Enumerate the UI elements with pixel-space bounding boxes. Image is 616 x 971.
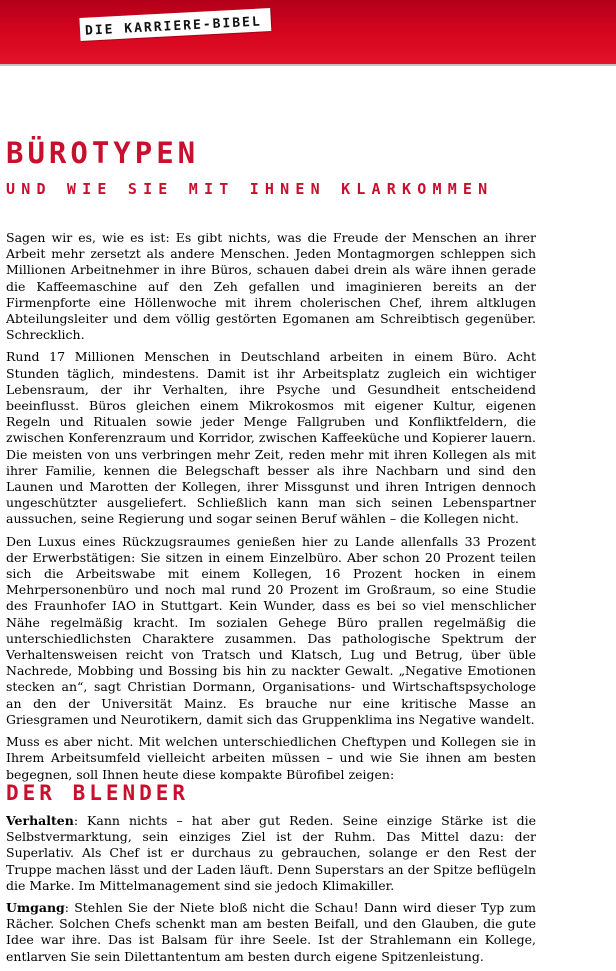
intro-paragraph: Muss es aber nicht. Mit welchen unterschiedlichen Cheftypen und Kollegen sie in Ihrem Arbeitsumfeld vielleicht arbeiten müssen – und wie Sie ihnen am besten begegnen, soll Ihnen heute diese kompakte Bürofibel zeigen: bbox=[6, 734, 536, 782]
intro-paragraph: Sagen wir es, wie es ist: Es gibt nichts, was die Freude der Menschen an ihrer Arbeit mehr zersetzt als andere Menschen. Jeden Montagmorgen schleppen sich Millionen Arbeitnehmer in ihre Büros, schauen dabei drein als wäre ihnen gerade die Kaffeemaschine auf den Zeh gefallen und imaginieren bereits an der Firmenpforte eine Höllenwoche mit ihrem cholerischen Chef, ihrem altklugen Abteilungsleiter und dem völlig gestörten Egomanen am Schreibtisch gegenüber. Schrecklich. bbox=[6, 230, 536, 343]
logo bbox=[79, 8, 271, 41]
verhalten-text: : Kann nichts – hat aber gut Reden. Seine einzige Stärke ist die Selbstvermarktung, sein einziges Ziel ist der Ruhm. Das Mittel dazu: der Superlativ. Als Chef ist er durchaus zu gebrauchen, solange er den Rest der Truppe machen lässt und der Laden läuft. Denn Superstars an der Spitze beflügeln die Marke. Im Mittelmanagement sind sie jedoch Klimakiller. bbox=[6, 813, 536, 893]
umgang-paragraph bbox=[6, 900, 536, 965]
header-band bbox=[0, 0, 616, 66]
verhalten-paragraph bbox=[6, 813, 536, 894]
umgang-text: : Stehlen Sie der Niete bloß nicht die Schau! Dann wird dieser Typ zum Rächer. Solchen Chefs schenkt man am besten Beifall, und den Glauben, die gute Idee war ihre. Das ist Balsam für ihre Seele. Ist der Strahlemann ein Kollege, entlarven Sie sein Dilettantentum am besten durch eigene Spitzenleistung. bbox=[6, 900, 536, 964]
intro-paragraph: Den Luxus eines Rückzugsraumes genießen hier zu Lande allenfalls 33 Prozent der Erwerbstätigen: Sie sitzen in einem Einzelbüro. Aber schon 20 Prozent teilen sich die Arbeitswabe mit einem Kollegen, 16 Prozent hocken in einem Mehrpersonenbüro und noch mal rund 20 Prozent im Großraum, so eine Studie des Fraunhofer IAO in Stuttgart. Kein Wunder, dass es bei so viel menschlicher Nähe regelmäßig kracht. Im sozialen Gehege Büro prallen regelmäßig die unterschiedlichsten Charaktere zusammen. Das pathologische Spektrum der Verhaltensweisen reicht von Tratsch und Klatsch, Lug und Betrug, über üble Nachrede, Mobbing und Bossing bis hin zu nackter Gewalt. „Negative Emotionen stecken an“, sagt Christian Dormann, Organisations- und Wirtschaftspsychologe an den der Universität Mainz. Es brauche nur eine kritische Masse an Griesgramen und Neurotikern, damit sich das Gruppenklima ins Negative wandelt. bbox=[6, 533, 536, 727]
intro-text bbox=[6, 230, 536, 789]
section-text bbox=[6, 813, 536, 971]
intro-paragraph: Rund 17 Millionen Menschen in Deutschland arbeiten in einem Büro. Acht Stunden täglich, mindestens. Damit ist ihr Arbeitsplatz zugleich ein wichtiger Lebensraum, der ihr Verhalten, ihre Psyche und Gesundheit entscheidend beeinflusst. Büros gleichen einem Mikrokosmos mit eigener Kultur, eigenen Regeln und Ritualen sowie jeder Menge Fallgruben und Konfliktfeldern, die zwischen Konferenzraum und Korridor, zwischen Kaffeeküche und Kopierer lauern. Die meisten von uns verbringen mehr Zeit, reden mehr mit ihren Kollegen als mit ihrer Familie, kennen die Belegschaft besser als ihre Nachbarn und sind den Launen und Marotten der Kollegen, ihrer Missgunst und ihren Intrigen dennoch ungeschützter ausgeliefert. Schließlich kann man sich seinen Lebenspartner aussuchen, seine Regierung und sogar seinen Beruf wählen – die Kollegen nicht. bbox=[6, 349, 536, 527]
umgang-label: Umgang bbox=[6, 900, 65, 916]
page-subtitle: UND WIE SIE MIT IHNEN KLARKOMMEN bbox=[6, 180, 494, 198]
page-title: BÜROTYPEN bbox=[6, 136, 200, 170]
logo-text: DIE KARRIERE-BIBEL bbox=[84, 14, 263, 39]
section-heading: DER BLENDER bbox=[6, 781, 190, 805]
verhalten-label: Verhalten bbox=[6, 813, 74, 828]
